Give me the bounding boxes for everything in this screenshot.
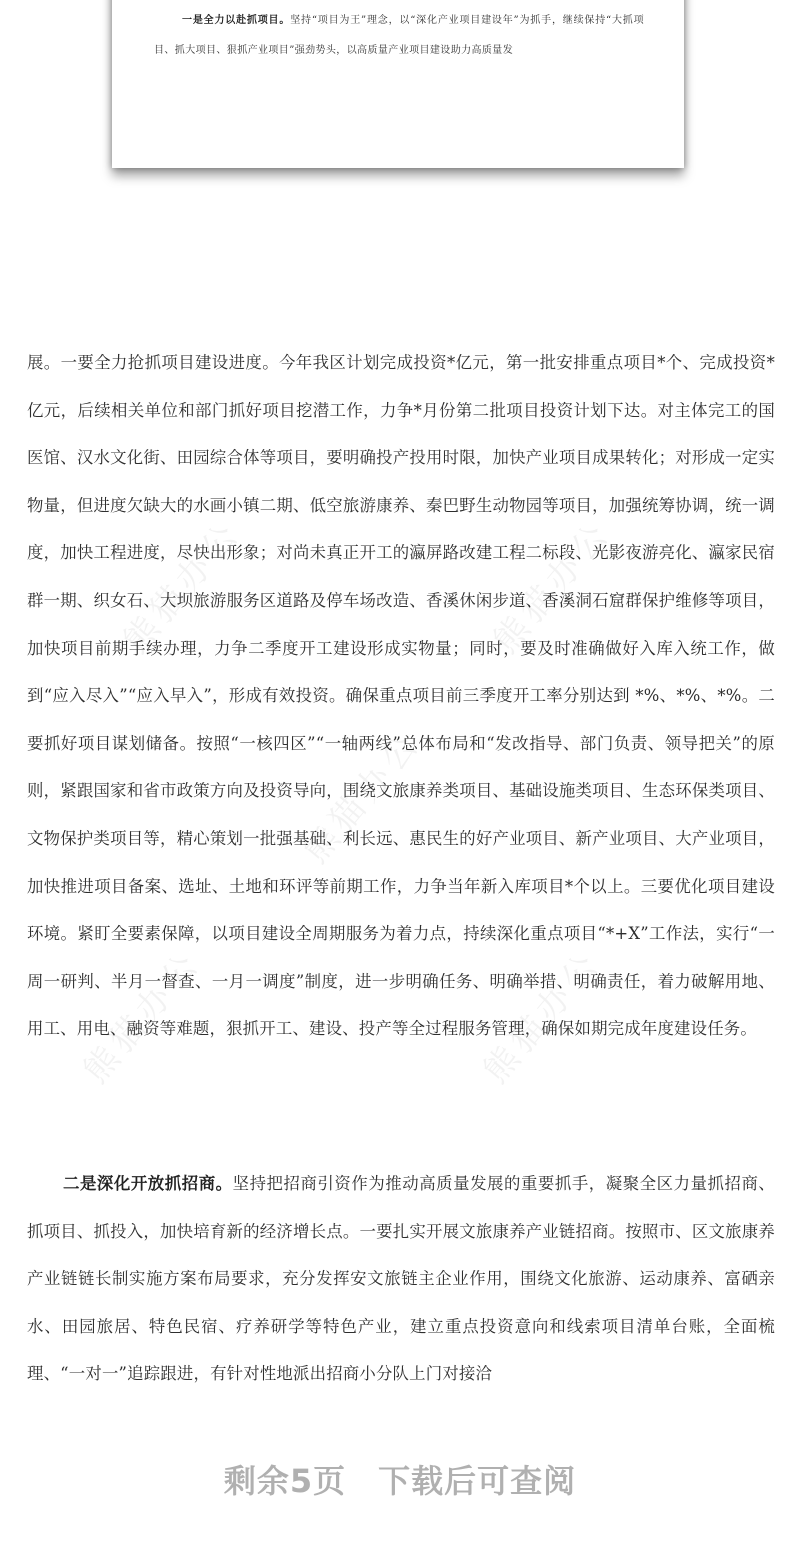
remaining-pages-label: 剩余5页 xyxy=(223,1462,347,1500)
watermark: 熊猫办公 xyxy=(115,512,250,661)
preview-lead-text: 坚持“项目为王”理念，以“深化产业项目建设年”为抓手，继续保持“大抓项目、抓大项目、狠抓产业项目”强劲势头，以高质量产业项目建设助力高质量发 xyxy=(154,15,645,56)
body-paragraph-2 xyxy=(27,1160,775,1398)
preview-page-card xyxy=(112,0,684,168)
section-text: 坚持把招商引资作为推动高质量发展的重要抓手，凝聚全区力量抓招商、抓项目、抓投入，加快培育新的经济增长点。一要扎实开展文旅康养产业链招商。按照市、区文旅康养产业链链长制实施方案布局要求，充分发挥安文旅链主企业作用，围绕文化旅游、运动康养、富硒亲水、田园旅居、特色民宿、疗养研学等特色产业，建立重点投资意向和线索项目清单台账，全面梳理、“一对一”追踪跟进，有针对性地派出招商小分队上门对接洽 xyxy=(27,1174,776,1384)
body-paragraph: 展。一要全力抢抓项目建设进度。今年我区计划完成投资*亿元，第一批安排重点项目*个、完成投资*亿元，后续相关单位和部门抓好项目挖潜工作，力争*月份第二批项目投资计划下达。对主体完工的国医馆、汉水文化街、田园综合体等项目，要明确投产投用时限，加快产业项目成果转化；对形成一定实物量，但进度欠缺大的水画小镇二期、低空旅游康养、秦巴野生动物园等项目，加强统筹协调，统一调度，加快工程进度，尽快出形象；对尚未真正开工的瀛屏路改建工程二标段、光影夜游亮化、瀛家民宿群一期、织女石、大坝旅游服务区道路及停车场改造、香溪休闲步道、香溪洞石窟群保护维修等项目，加快项目前期手续办理，力争二季度开工建设形成实物量；同时，要及时准确做好入库入统工作，做到“应入尽入”“应入早入”，形成有效投资。确保重点项目前三季度开工率分别达到 *%、*%、*%。二要抓好项目谋划储备。按照“一核四区”“一轴两线”总体布局和“发改指导、部门负责、领导把关”的原则，紧跟国家和省市政策方向及投资导向，围绕文旅康养类项目、基础设施类项目、生态环保类项目、文物保护类项目等，精心策划一批强基础、利长远、惠民生的好产业项目、新产业项目、大产业项目，加快推进项目备案、选址、土地和环评等前期工作，力争当年新入库项目*个以上。三要优化项目建设环境。紧盯全要素保障，以项目建设全周期服务为着力点，持续深化重点项目“*+X”工作法，实行“一周一研判、半月一督查、一月一调度”制度，进一步明确任务、明确举措、明确责任，着力破解用地、用工、用电、融资等难题，狠抓开工、建设、投产等全过程服务管理，确保如期完成年度建设任务。 xyxy=(27,353,775,1039)
watermark: 熊猫办公 xyxy=(475,942,610,1091)
watermark: 熊猫办公 xyxy=(485,512,620,661)
preview-lead-bold: 一是全力以赴抓项目。 xyxy=(182,15,291,26)
watermark: 熊猫办公 xyxy=(75,942,210,1091)
download-hint-label: 下载后可查阅 xyxy=(378,1462,577,1500)
preview-paragraph xyxy=(154,6,644,66)
section-heading-bold: 二是深化开放抓招商。 xyxy=(63,1174,233,1193)
watermark: 熊猫办公 xyxy=(295,722,430,871)
document-body xyxy=(27,339,775,1053)
remaining-pages-banner[interactable] xyxy=(0,1456,800,1502)
